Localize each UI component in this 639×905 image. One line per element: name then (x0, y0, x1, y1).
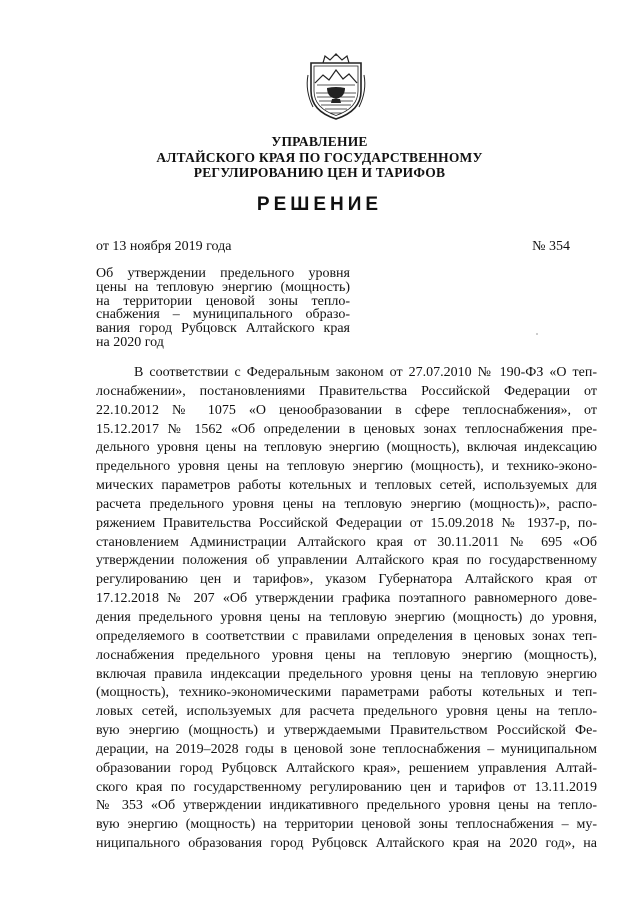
subject-line: снабжения – муниципального образо- (96, 308, 350, 323)
document-type-title: РЕШЕНИЕ (256, 194, 383, 215)
body-line: определяемого в соответствии с правилами определения в ценовых зонах теп- (96, 628, 597, 644)
org-name-line-2: АЛТАЙСКОГО КРАЯ ПО ГОСУДАРСТВЕННОМУ (156, 150, 483, 165)
body-line: 22.10.2012 № 1075 «О ценообразовании в сфере теплоснабжения», от (96, 402, 597, 418)
body-line: В соответствии с Федеральным законом от 27.07.2010 № 190-ФЗ «О теп- (134, 365, 597, 380)
body-line: расчета предельного уровня цены на тепловую энергию (мощность)», распо- (96, 496, 597, 512)
scan-speck (536, 333, 538, 335)
subject-line: вания город Рубцовск Алтайского края (96, 322, 350, 336)
body-line: лоснабжении», постановлениями Правительства Российской Федерации от (96, 383, 597, 399)
document-date: от 13 ноября 2019 года (96, 239, 232, 254)
body-line: ского края по государственному регулированию цен и тарифов от 13.11.2019 (96, 779, 597, 795)
body-line: становлением Администрации Алтайского края от 30.11.2011 № 695 «Об (96, 534, 597, 550)
org-name-line-3: РЕГУЛИРОВАНИЮ ЦЕН И ТАРИФОВ (193, 165, 446, 180)
body-line: 15.12.2017 № 1562 «Об определении в ценовых зонах теплоснабжения пре- (96, 421, 597, 437)
body-line: 17.12.2018 № 207 «Об утверждении графика поэтапного равномерного дове- (96, 591, 597, 607)
document-number: № 354 (532, 239, 570, 254)
body-line: дельного уровня цены на тепловую энергию (мощность), включая индексацию (96, 440, 597, 456)
body-line: вую энергию (мощность) на территории ценовой зоны теплоснабжения – му- (96, 817, 597, 833)
body-line: мических параметров работы котельных и тепловых сетей, используемых для (96, 478, 597, 494)
body-line: регулированию цен и тарифов», указом Губернатора Алтайского края от (96, 572, 597, 588)
subject-line: Об утверждении предельного уровня (96, 267, 350, 281)
body-line: дения предельного уровня цены на тепловую энергию (мощность) до уровня, (96, 609, 597, 625)
org-name-line-1: УПРАВЛЕНИЕ (271, 134, 368, 149)
body-line: ловых сетей, используемых для расчета предельного уровня цены на тепло- (96, 704, 597, 720)
body-line: вую энергию (мощность) и утверждаемыми Правительством Российской Фе- (96, 723, 597, 739)
altai-krai-coat-of-arms-icon (303, 53, 369, 121)
body-line: образовании город Рубцовск Алтайского края», решением управления Алтай- (96, 760, 597, 776)
body-line: лоснабжения предельного уровня цены на тепловую энергию (мощность), (96, 647, 597, 663)
body-line: (мощность), технико-экономическими параметрами работы котельных и теп- (96, 685, 597, 701)
body-line: ниципального образования город Рубцовск Алтайского края на 2020 год», на (96, 836, 597, 852)
body-line: утверждении положения об управлении Алтайского края по государственному (96, 553, 597, 569)
subject-line: на 2020 год (96, 335, 164, 350)
body-line: ряжением Правительства Российской Федерации от 15.09.2018 № 1937-р, по- (96, 515, 597, 531)
document-subject (96, 267, 350, 350)
body-line: предельного уровня цены на тепловую энергию (мощность), и технико-эконо- (96, 459, 597, 475)
subject-line: на территории ценовой зоны тепло- (96, 294, 350, 309)
subject-line: цены на тепловую энергию (мощность) (96, 280, 350, 295)
body-line: № 353 «Об утверждении индикативного предельного уровня цены на тепло- (96, 798, 597, 814)
body-line: дерации, на 2019–2028 годы в ценовой зоне теплоснабжения – муниципальном (96, 741, 597, 757)
document-body (96, 364, 597, 854)
body-line: включая правила индексации предельного уровня цены на тепловую энергию (96, 666, 597, 682)
